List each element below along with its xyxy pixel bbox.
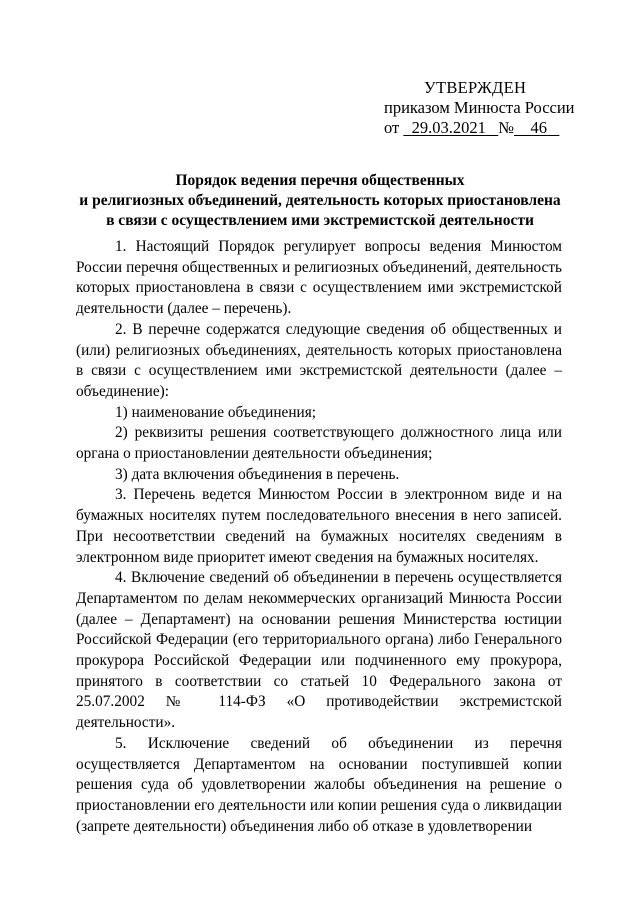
- approval-date-prefix: от: [384, 118, 400, 137]
- paragraph-4: 4. Включение сведений об объединении в перечень осуществляется Департаментом по делам некоммерческих организаций Минюста России (далее – Департамент) на основании решения Министерства юстиции Российской Федерации (его территориального органа) либо Генерального прокурора Российской Федерации или подчиненного ему прокурора, принятого в соответствии со статьей 10 Федерального закона от 25.07.2002 № 114-ФЗ «О противодействии экстремистской деятельности».: [76, 569, 562, 732]
- approval-number-prefix: №: [498, 118, 514, 137]
- approval-order-line: приказом Минюста России: [384, 98, 575, 117]
- approval-number: 46: [530, 118, 547, 137]
- document-heading: [70, 171, 570, 231]
- list-item-2: 2) реквизиты решения соответствующего должностного лица или органа о приостановлении деятельности объединения;: [76, 424, 562, 463]
- approval-title: УТВЕРЖДЕН: [424, 78, 527, 97]
- heading-line-3: в связи с осуществлением ими экстремистской деятельности: [106, 212, 534, 229]
- document-body: [76, 237, 562, 837]
- list-item-1: 1) наименование объединения;: [115, 403, 316, 421]
- paragraph-2: 2. В перечне содержатся следующие сведения об общественных и (или) религиозных объединениях, деятельность которых приостановлена в связи с осуществлением ими экстремистской деятельности (далее – объединение):: [76, 320, 562, 400]
- paragraph-5: 5. Исключение сведений об объединении из перечня осуществляется Департаментом на основании поступившей копии решения суда об удовлетворении жалобы объединения на решение о приостановлении его деятельности или копии решения суда о ликвидации (запрете деятельности) объединения либо об отказе в удовлетворении: [76, 734, 562, 835]
- heading-line-2: и религиозных объединений, деятельность которых приостановлена: [79, 192, 561, 209]
- approval-date: 29.03.2021: [411, 118, 486, 137]
- paragraph-1: 1. Настоящий Порядок регулирует вопросы ведения Минюстом России перечня общественных и религиозных объединений, деятельность которых приостановлена в связи с осуществлением ими экстремистской деятельности (далее – перечень).: [76, 238, 562, 318]
- list-item-3: 3) дата включения объединения в перечень.: [115, 465, 400, 483]
- paragraph-3: 3. Перечень ведется Минюстом России в электронном виде и на бумажных носителях путем последовательного внесения в него записей. При несоответствии сведений на бумажных носителях сведениям в электронном виде приоритет имеют сведения на бумажных носителях.: [76, 486, 562, 566]
- heading-line-1: Порядок ведения перечня общественных: [175, 172, 465, 189]
- approval-date-line: [384, 118, 584, 138]
- approval-stamp: [384, 78, 584, 138]
